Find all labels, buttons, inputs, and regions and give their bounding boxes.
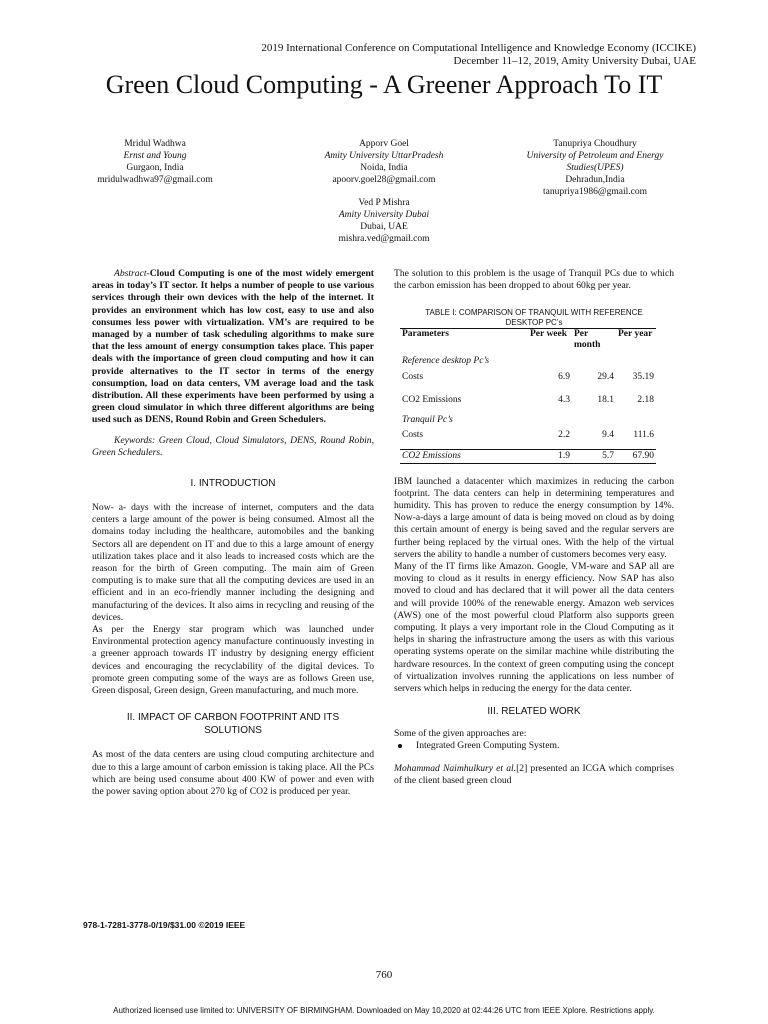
isbn-line: 978-1-7281-3778-0/19/$31.00 ©2019 IEEE bbox=[83, 920, 246, 930]
table-header-per-year: Per year bbox=[618, 329, 653, 340]
author-1 bbox=[80, 138, 230, 186]
related-bullet bbox=[394, 740, 674, 752]
conference-line-1: 2019 International Conference on Computational Intelligence and Knowledge Economy (ICCIKE) bbox=[261, 42, 696, 54]
author-email: mishra.ved@gmail.com bbox=[338, 234, 430, 244]
table-cell-month: 18.1 bbox=[597, 394, 614, 405]
author-name: Tanupriya Choudhury bbox=[553, 139, 637, 149]
table-row bbox=[400, 426, 656, 450]
table-cell-month: 29.4 bbox=[597, 371, 614, 382]
section-heading-impact bbox=[92, 711, 374, 737]
table-header-row bbox=[400, 329, 656, 356]
table-caption bbox=[394, 308, 674, 328]
table-cell-year: 67.90 bbox=[632, 451, 654, 462]
related-paragraph-2-text: [2] presented an ICGA which comprises of the client based green cloud bbox=[394, 762, 674, 786]
table-cell-month: 9.4 bbox=[602, 430, 614, 441]
author-2 bbox=[294, 138, 474, 186]
table-cell-name: CO2 Emissions bbox=[402, 451, 461, 462]
table-header-per-week: Per week bbox=[530, 329, 568, 340]
related-bullet-text: Integrated Green Computing System. bbox=[416, 740, 560, 752]
bullet-icon bbox=[398, 744, 402, 748]
table-row bbox=[400, 450, 656, 463]
abstract-lead: Abstract- bbox=[114, 268, 150, 279]
page-number: 760 bbox=[375, 969, 393, 981]
table-caption-line-2: DESKTOP PC’s bbox=[505, 318, 563, 328]
author-name: Mridul Wadhwa bbox=[124, 139, 186, 149]
table-cell-week: 4.3 bbox=[558, 394, 570, 405]
table-cell-name: CO2 Emissions bbox=[402, 394, 462, 405]
author-name: Ved P Mishra bbox=[358, 198, 410, 208]
author-email: apoorv.goel28@gmail.com bbox=[332, 175, 436, 185]
intro-paragraph-1: Now- a- days with the increase of internet, computers and the data centers a large amount of the power is being consumed. Almost all the domains today including the healthcare, automobiles and the banking Sectors all are dependent on IT and due to this a large amount of energy utilization takes place and it also leads to increased costs which are the reason for the birth of Green computing. The main aim of Green computing is to make sure that all the computing devices are used in an efficient and in an eco-friendly manner including the designing and manufacturing of the devices. It also aims in recycling and reusing of the devices. bbox=[92, 502, 374, 623]
author-email: tanupriya1986@gmail.com bbox=[543, 187, 647, 197]
right-paragraph-1: IBM launched a datacenter which maximizes in reducing the carbon footprint. The data centers can help in determining temperatures and humidity. This has proven to reduce the energy consumption by 14%. Now-a-days a large amount of data is being moved on cloud as by doing this certain amount of energy is being saved and the regular servers are further being replaced by the virtual ones. With the help of the virtual servers the ability to handle a number of customers becomes very easy. bbox=[394, 475, 674, 560]
impact-paragraph-1: As most of the data centers are using cloud computing architecture and due to this a large amount of carbon emission is taking place. All the PCs which are being used consume about 400 KW of power and even with the power saving option about 270 kg of CO2 is produced per year. bbox=[92, 749, 374, 797]
section-heading-impact-line-2: SOLUTIONS bbox=[204, 725, 262, 737]
related-paragraph-1: Some of the given approaches are: bbox=[394, 728, 527, 740]
table-row bbox=[400, 391, 656, 414]
table-cell-year: 35.19 bbox=[632, 371, 654, 382]
related-paragraph-2 bbox=[394, 763, 674, 787]
table-cell-name: Costs bbox=[402, 371, 424, 382]
keywords: Keywords: Green Cloud, Cloud Simulators, DENS, Round Robin, Green Schedulers. bbox=[92, 434, 374, 458]
author-affiliation: University of Petroleum and Energy Studies(UPES) bbox=[526, 151, 664, 173]
table-cell-week: 1.9 bbox=[558, 451, 570, 462]
author-affiliation: Ernst and Young bbox=[123, 151, 187, 161]
comparison-table bbox=[400, 328, 656, 463]
table-group-label: Reference desktop Pc’s bbox=[402, 356, 490, 367]
right-column bbox=[394, 268, 674, 787]
author-name: Apporv Goel bbox=[359, 139, 409, 149]
abstract bbox=[92, 268, 374, 427]
author-location: Dubai, UAE bbox=[360, 222, 408, 232]
download-notice: Authorized licensed use limited to: UNIVERSITY OF BIRMINGHAM. Downloaded on May 10,2020 at 02:44:26 UTC from IEEE Xplore. Restrictions apply. bbox=[113, 1006, 655, 1015]
section-heading-introduction: I. INTRODUCTION bbox=[190, 478, 276, 490]
table-cell-month: 5.7 bbox=[602, 451, 614, 462]
table-group-label: Tranquil Pc’s bbox=[402, 415, 453, 426]
table-header-parameters: Parameters bbox=[402, 329, 449, 340]
related-author: Mohammad Naimhulkury et al. bbox=[394, 762, 517, 774]
author-4 bbox=[294, 197, 474, 245]
table-cell-year: 111.6 bbox=[633, 430, 654, 441]
table-cell-week: 2.2 bbox=[558, 430, 570, 441]
abstract-text: Cloud Computing is one of the most widely emergent areas in today’s IT sector. It helps a number of people to use various services through their own devices with the help of the internet. It provides an environment which has low cost, easy to use and also consumes less power with virtualization. VM’s are required to be managed by a number of task scheduling algorithms to make sure that the less amount of energy consumption takes place. This paper deals with the importance of green cloud computing and how it can provide alternatives to the IT sector in terms of the energy consumption, load on data centers, VM average load and the task distribution. All these experiments have been performed by using a green cloud simulator in which three different algorithms are being used such as DENS, Round Robin and Green Schedulers. bbox=[92, 268, 374, 426]
conference-line-2: December 11–12, 2019, Amity University Dubai, UAE bbox=[453, 55, 696, 67]
table-cell-week: 6.9 bbox=[558, 371, 570, 382]
right-paragraph-2: Many of the IT firms like Amazon. Google, VM-ware and SAP all are moving to cloud as it results in energy efficiency. Now SAP has also moved to cloud and has declared that it will power all the data centers and will provide 100% of the renewable energy. Amazon web services (AWS) one of the most powerful cloud Platform also supports green computing. It plays a very important role in the Cloud Computing as it helps in sharing the infrastructure among the users as with this various operating systems operate on the similar machine while distributing the hardware resources. In the context of green computing using the concept of virtualization involves running the applications on less number of servers which helps in reducing the energy for the data center. bbox=[394, 561, 674, 695]
table-caption-line-1: TABLE I: COMPARISON OF TRANQUIL WITH REFERENCE bbox=[425, 308, 643, 318]
author-3 bbox=[510, 138, 680, 198]
paper-title: Green Cloud Computing - A Greener Approach To IT bbox=[105, 70, 663, 99]
author-email: mridulwadhwa97@gmail.com bbox=[97, 175, 213, 185]
table-row bbox=[400, 368, 656, 391]
section-heading-impact-line-1: II. IMPACT OF CARBON FOOTPRINT AND ITS bbox=[126, 712, 340, 724]
right-intro-paragraph: The solution to this problem is the usage of Tranquil PCs due to which the carbon emission has been dropped to about 60kg per year. bbox=[394, 268, 674, 292]
left-column bbox=[92, 268, 374, 798]
table-cell-year: 2.18 bbox=[637, 394, 654, 405]
author-location: Gurgaon, India bbox=[126, 163, 184, 173]
author-affiliation: Amity University UttarPradesh bbox=[324, 151, 444, 161]
section-heading-related-work: III. RELATED WORK bbox=[487, 706, 581, 718]
author-affiliation: Amity University Dubai bbox=[338, 210, 430, 220]
intro-paragraph-2: As per the Energy star program which was launched under Environmental protection agency manufacture continuously investing in a greener approach towards IT industry by designing energy efficient devices and encouraging the recyclability of the digital devices. To promote green computing some of the ways are as follows Green use, Green disposal, Green design, Green manufacturing, and much more. bbox=[92, 624, 374, 697]
author-location: Dehradun,India bbox=[565, 175, 625, 185]
table-header-per-month: Per month bbox=[574, 329, 601, 351]
author-location: Noida, India bbox=[360, 163, 408, 173]
table-cell-name: Costs bbox=[402, 430, 424, 441]
